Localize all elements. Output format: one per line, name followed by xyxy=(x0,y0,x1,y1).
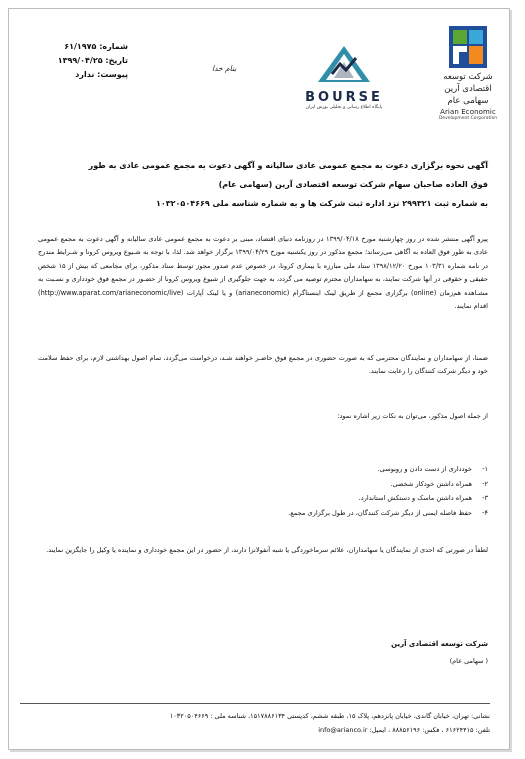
number-label: شماره: xyxy=(99,42,128,51)
title-line-2: فوق العاده صاحبان سهام شرکت توسعه اقتصادی آرین (سهامی عام) xyxy=(218,180,488,189)
aec-logo-mark-icon xyxy=(447,24,489,70)
bourse-mark-icon xyxy=(314,44,374,84)
bismillah: بنام خدا xyxy=(212,64,237,73)
list-item xyxy=(38,477,488,492)
list-item xyxy=(38,506,488,521)
footer-contact: تلفن: ۶۱۶۲۴۴۱۵ ، فکس: ۸۸۸۵۶۱۹۶ ، ایمیل: info@arianco.ir xyxy=(318,726,490,734)
signature-company: شرکت توسعه اقتصادی آرین xyxy=(391,640,488,648)
number-row xyxy=(28,40,128,54)
attachment-row xyxy=(28,68,128,82)
aec-fa-line3: سهامی عام xyxy=(447,96,489,106)
title-line-1: آگهی نحوه برگزاری دعوت به مجمع عمومی عادی سالیانه و آگهی دعوت به مجمع عمومی عادی به طور xyxy=(88,161,488,170)
aec-fa-line2: اقتصادی آرین xyxy=(444,84,492,94)
footer-divider xyxy=(20,703,490,704)
aec-en-line1: Arian Economic xyxy=(440,108,496,116)
date-row xyxy=(28,54,128,68)
health-guidelines-list xyxy=(38,462,488,520)
list-item xyxy=(38,491,488,506)
paragraph-1: پیرو آگهی منتشر شده در روز چهارشنبه مورخ ۱۳۹۹/۰۴/۱۸ در روزنامه دنیای اقتصاد، مبنی بر دعوت به مجمع عمومی عادی سالیانه و آگهی دعوت به مجمع عمومی عادی به طور فوق العاده به آگاهی می‌رساند؛ مجمع مذکور در روز یکشنبه مورخ ۱۳۹۹/۰۴/۲۹ برگزار خواهد شد. لذا، با توجه به شـیوع ویروس کرونا و شـرایط مندرج در نامه شماره ۱۰۳/۳۱ مورخ ۱۳۹۸/۱۲/۲۰ ستاد ملی مبارزه با بیماری کرونا، در خصوص عدم صدور مجوز توسط ستاد مذکور، برای مجامعی که بیش از ۱۵ شخص حقیقی و حقوقی در آنها شرکت نمایند، به سهامداران محترم توصیه می گردد، به جهت جلوگیری از شیوع ویروس کرونا از حضـور در مجمع فوق خودداری و نسـبت به مشـاهده هم‌زمان (online) برگزاری مجمع از طریق لینک اینستاگرام (arianeconomic) و یا لینک آپارات (http://www.aparat.com/arianeconomic/live) اقدام نمایند. xyxy=(38,235,489,311)
list-item-number: ۲- xyxy=(482,479,488,488)
list-item-number: ۳- xyxy=(482,494,488,502)
date-value: ۱۳۹۹/۰۴/۲۵ xyxy=(57,56,103,65)
footer-address: نشانی: تهران، خیابان گاندی، خیابان پانزدهم، پلاک ۱۵، طبقه ششم، کدپستی ۱۵۱۷۸۸۶۱۳۴، شناسه ملی : ۱۰۳۲۰۵۰۴۶۶۹ xyxy=(169,712,490,720)
list-item-text: حفظ فاصله ایمنی از دیگر شرکت کنندگان، در طول برگزاری مجمع. xyxy=(288,508,472,517)
bourse-wordmark: BOURSE xyxy=(305,90,383,105)
list-item-text: همراه داشتن ماسک و دستکش استاندارد. xyxy=(358,494,472,502)
aec-en-line2: Development Corporation xyxy=(438,116,498,121)
footer xyxy=(20,709,490,737)
signature-company-type: ( سهامی عام) xyxy=(449,657,488,665)
bourse-logo xyxy=(294,44,394,110)
bourse-subtitle: پایگاه اطلاع رسانی و تحلیلی بورس ایران xyxy=(305,105,383,110)
list-item-text: همراه داشتن خودکار شخصی. xyxy=(390,479,472,488)
aec-fa-line1: شرکت توسعه xyxy=(443,72,493,82)
paragraph-4: لطفاً در صورتی که احدی از نمایندگان یا سهامداران، علائم سرماخوردگی یا شبه آنفولانزا دارند، از حضور در این مجمع خودداری و نماینده یا وکیل را جایگزین نمایند. xyxy=(46,546,488,554)
list-item-number: ۱- xyxy=(482,465,488,473)
title-line-3: به شماره ثبت ۲۹۹۳۲۱ نزد اداره ثبت شرکت ها و به شماره شناسه ملی ۱۰۳۲۰۵۰۴۶۶۹ xyxy=(156,199,488,208)
list-item xyxy=(38,462,488,477)
announcement-title xyxy=(38,156,488,213)
paragraph-3: از جمله اصول مذکور، می‌توان به نکات زیر اشاره نمود: xyxy=(337,412,488,420)
signature-block xyxy=(150,636,488,670)
arian-economic-logo xyxy=(434,24,502,121)
date-label: تاریخ: xyxy=(105,56,128,65)
number-value: ۶۱/۱۹۷۵ xyxy=(64,42,97,51)
attachment-value: ندارد xyxy=(75,70,95,79)
attachment-label: پیوست: xyxy=(97,70,128,79)
letter-meta xyxy=(28,40,128,82)
list-item-number: ۴- xyxy=(482,508,488,517)
list-item-text: خودداری از دست دادن و روبوسی. xyxy=(377,465,472,473)
paragraph-2: ضمنا، از سهامداران و نمایندگان محترمی که به صورت حضوری در مجمع فوق حاضـر خواهند شـد، درخواست می‌گردد، تمام اصول بهداشتی لازم، برای حفظ سلامت خود و دیگر شرکت کنندگان را رعایت نمایند. xyxy=(38,354,488,376)
